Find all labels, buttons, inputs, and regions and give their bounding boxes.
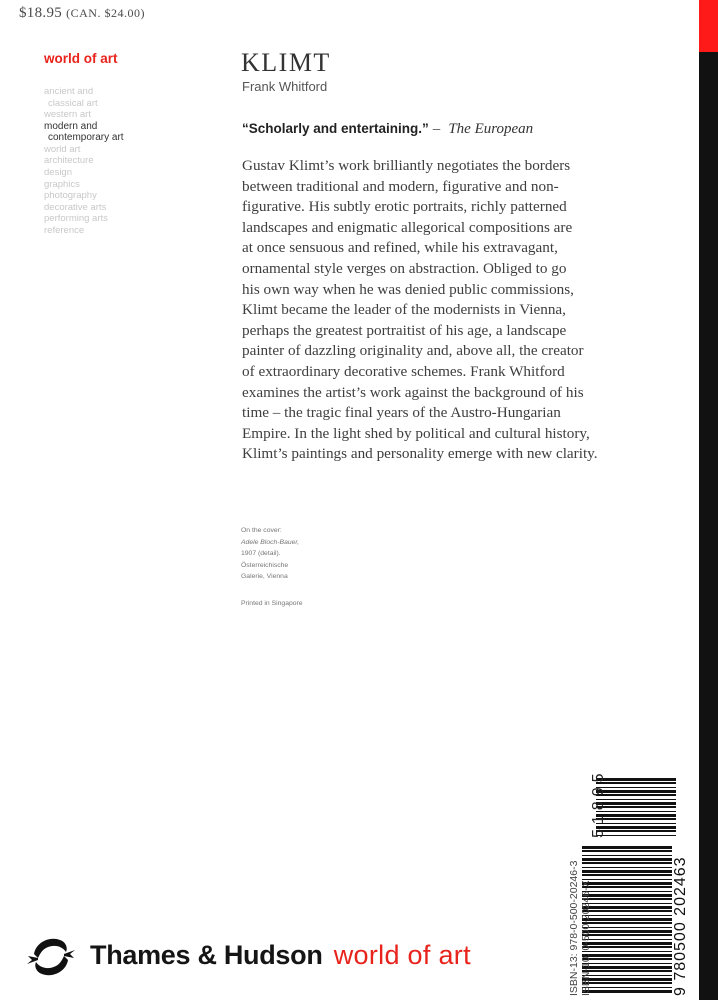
red-spine-strip <box>699 0 718 52</box>
book-blurb <box>242 156 642 465</box>
footer-series-name: world of art <box>333 940 471 970</box>
blurb-line: Empire. In the light shed by political and cultural history, <box>242 424 590 442</box>
category-item: architecture <box>44 155 94 167</box>
quote-text: “Scholarly and entertaining.” <box>242 121 429 136</box>
price-us: $18.95 <box>19 5 63 21</box>
price-canada: (CAN. $24.00) <box>66 6 145 20</box>
cover-credit <box>241 525 299 583</box>
cover-credit-date: 1907 (detail). <box>241 550 281 558</box>
isbn-13: ISBN-13: 978-0-500-20246-3 <box>568 860 580 996</box>
blurb-line: perhaps the greatest portraitist of his age, a landscape <box>242 321 567 339</box>
category-item: world art <box>44 143 81 155</box>
category-item: photography <box>44 190 97 202</box>
blurb-line: at once sensuous and refined, while his extravagant, <box>242 239 558 257</box>
isbn-10: ISBN-10: 0-500-20246-X <box>580 880 592 996</box>
addon-digits: 51895 <box>590 768 607 838</box>
book-title: KLIMT <box>241 48 331 77</box>
quote-dash: – <box>432 121 441 136</box>
category-item: ancient and <box>44 86 94 97</box>
cover-credit-heading: On the cover: <box>241 527 282 534</box>
category-item: performing arts <box>44 213 108 225</box>
category-list <box>44 86 194 237</box>
category-item: decorative arts <box>44 201 107 213</box>
cover-credit-collection-1: Österreichische <box>241 561 289 569</box>
black-spine-strip <box>699 52 718 1000</box>
category-item: modern and <box>44 120 98 132</box>
blurb-line: Klimt became the leader of the modernists in Vienna, <box>242 301 566 319</box>
blurb-line: Klimt’s paintings and personality emerge with new clarity. <box>242 445 598 463</box>
category-item: western art <box>44 109 91 121</box>
blurb-line: examines the artist’s work against the background of his <box>242 383 584 401</box>
category-item: graphics <box>44 178 80 190</box>
blurb-line: ornamental style verges on abstraction. Obliged to go <box>242 259 567 277</box>
price-label <box>19 5 145 22</box>
category-item: contemporary art <box>48 132 124 144</box>
blurb-line: of extraordinary decorative schemes. Frank Whitford <box>242 362 565 380</box>
blurb-line: painter of dazzling originality and, above all, the creator <box>242 342 584 360</box>
printed-in: Printed in Singapore <box>241 600 303 607</box>
blurb-line: his own way when he was denied public commissions, <box>242 280 574 298</box>
cover-credit-work: Adele Bloch-Bauer, <box>241 538 300 546</box>
blurb-line: time – the tragic final years of the Austro-Hungarian <box>242 404 561 422</box>
book-author: Frank Whitford <box>242 79 328 94</box>
blurb-line: figurative. His subtly erotic portraits, richly patterned <box>242 198 567 216</box>
category-item: design <box>44 166 72 178</box>
ean-digits: 9 780500 202463 <box>672 856 689 996</box>
quote-source: The European <box>448 121 534 137</box>
dolphins-logo-icon <box>24 932 78 982</box>
blurb-line: landscapes and enigmatic allegorical compositions are <box>242 218 573 236</box>
blurb-line: between traditional and modern, figurative and non- <box>242 177 559 195</box>
isbn-text <box>568 861 592 996</box>
category-item: classical art <box>48 97 98 109</box>
series-label: world of art <box>44 51 118 66</box>
cover-credit-collection-2: Galerie, Vienna <box>241 573 288 581</box>
review-quote <box>242 121 533 138</box>
blurb-line: Gustav Klimt’s work brilliantly negotiates the borders <box>242 157 571 174</box>
publisher-name: Thames & Hudson <box>90 940 323 970</box>
publisher-logo-text <box>90 940 471 971</box>
category-item: reference <box>44 224 85 236</box>
